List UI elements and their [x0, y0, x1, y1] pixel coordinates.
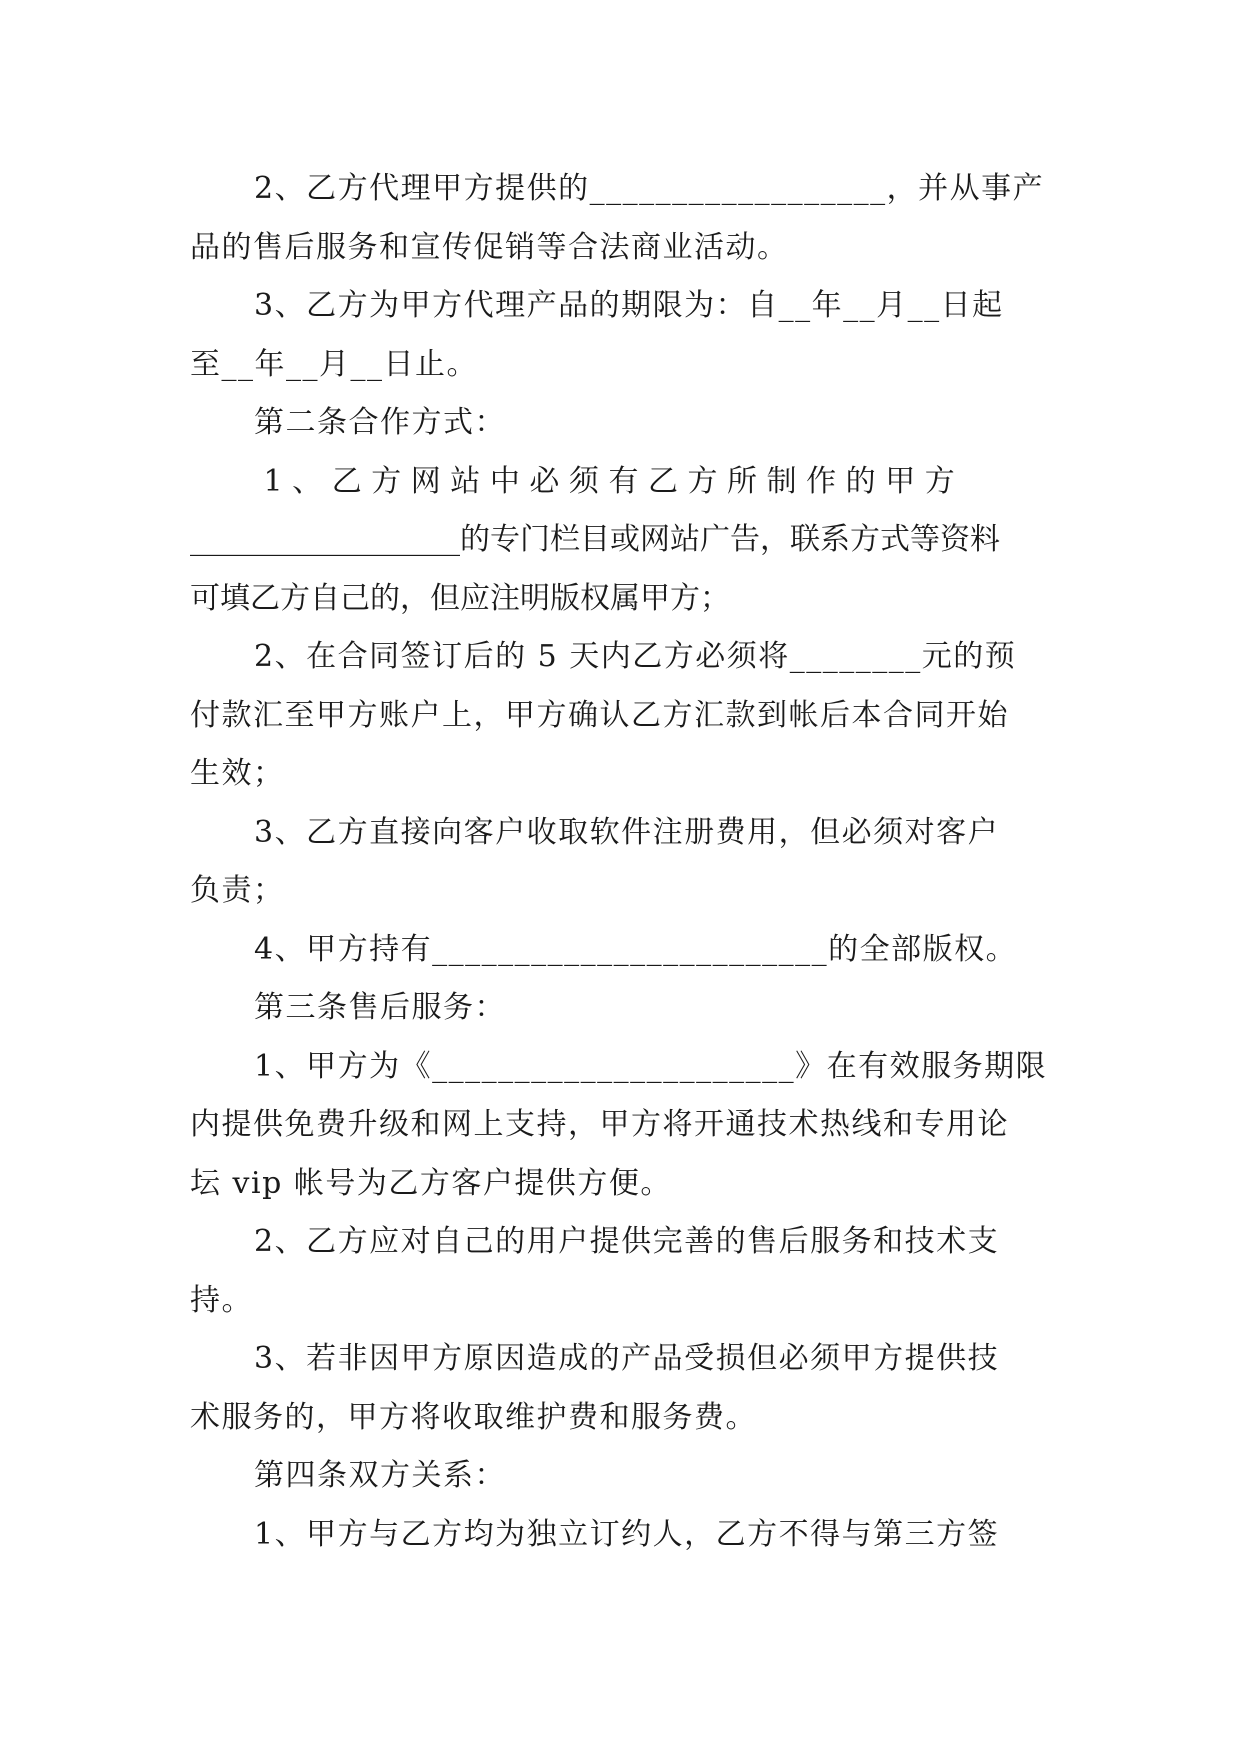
text-line: 3、乙方直接向客户收取软件注册费用，但必须对客户 — [254, 814, 1000, 850]
text-line: 品的售后服务和宣传促销等合法商业活动。 — [190, 229, 789, 265]
text-line: 负责； — [190, 873, 285, 908]
clause-paragraph — [190, 1506, 1050, 1565]
text-line: 第二条合作方式： — [254, 405, 506, 440]
text-line: 术服务的，甲方将收取维护费和服务费。 — [190, 1399, 757, 1435]
text-line: 持。 — [190, 1282, 253, 1318]
clause-paragraph — [190, 1038, 1050, 1214]
text-line: 4、甲方持有________________________的全部版权。 — [254, 931, 1018, 967]
clause-paragraph — [190, 453, 1050, 629]
text-line: 1 、 乙 方 网 站 中 必 须 有 乙 方 所 制 作 的 甲 方 — [254, 463, 955, 499]
text-line: 坛 vip 帐号为乙方客户提供方便。 — [190, 1165, 672, 1201]
text-line: __________________的专门栏目或网站广告，联系方式等资料 — [190, 522, 1000, 557]
section-heading — [190, 979, 1050, 1038]
text-line: 1、甲方为《______________________》在有效服务期限 — [254, 1048, 1048, 1084]
text-line: 2、在合同签订后的 5 天内乙方必须将________元的预 — [254, 639, 1017, 674]
text-line: 内提供免费升级和网上支持，甲方将开通技术热线和专用论 — [190, 1107, 1009, 1142]
clause-paragraph — [190, 1213, 1050, 1330]
text-line: 2、乙方应对自己的用户提供完善的售后服务和技术支 — [254, 1224, 1000, 1259]
section-heading — [190, 394, 1050, 453]
text-line: 3、若非因甲方原因造成的产品受损但必须甲方提供技 — [254, 1341, 1000, 1376]
text-line: 3、乙方为甲方代理产品的期限为：自__年__月__日起 — [254, 288, 1004, 323]
clause-paragraph — [190, 804, 1050, 921]
clause-paragraph — [190, 921, 1050, 980]
clause-paragraph — [190, 628, 1050, 804]
clause-paragraph — [190, 277, 1050, 394]
text-line: 1、甲方与乙方均为独立订约人，乙方不得与第三方签 — [254, 1516, 1000, 1552]
text-line: 第四条双方关系： — [254, 1458, 506, 1493]
text-line: 可填乙方自己的，但应注明版权属甲方； — [190, 580, 730, 616]
text-line: 付款汇至甲方账户上，甲方确认乙方汇款到帐后本合同开始 — [190, 697, 1009, 733]
text-line: 生效； — [190, 756, 285, 791]
document-body — [190, 160, 1050, 1564]
text-line: 第三条售后服务： — [254, 990, 506, 1025]
text-line: 2、乙方代理甲方提供的__________________，并从事产 — [254, 171, 1045, 206]
clause-paragraph — [190, 1330, 1050, 1447]
section-heading — [190, 1447, 1050, 1506]
clause-paragraph — [190, 160, 1050, 277]
text-line: 至__年__月__日止。 — [190, 346, 478, 382]
